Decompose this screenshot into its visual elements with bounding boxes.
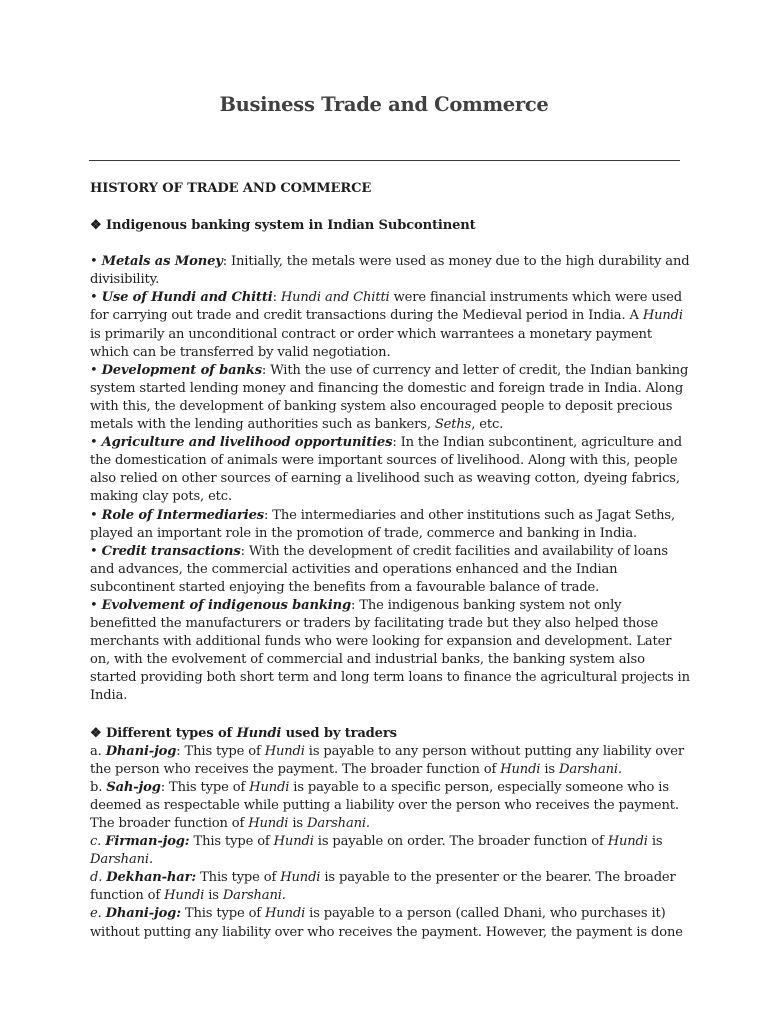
title-divider: [89, 160, 680, 161]
hundi-type-sah-jog: b. Sah-jog: This type of Hundi is payable to a specific person, especially someone who is deemed as respectable while putting a liability over the person who receives the payment. The broader function of Hundi is Darshani.: [90, 779, 679, 831]
hundi-type-dhani-jog-2: e. Dhani-jog: This type of Hundi is payable to a person (called Dhani, who purchases it) without putting any liability over who receives the payment. However, the payment is done: [90, 906, 683, 940]
term-label: Sah-jog: [106, 779, 161, 795]
banking-point-evolvement: • Evolvement of indigenous banking: The indigenous banking system not only benefitted the manufacturers or traders by facilitating trade but they also helped those merchants with additional funds who were looking for expansion and development. Later on, with the evolvement of commercial and industrial banks, the banking system also started providing both short term and long term loans to finance the agricultural projects in India.: [90, 597, 690, 704]
term-label: Agriculture and livelihood opportunities: [101, 435, 393, 451]
term-label: Evolvement of indigenous banking: [101, 597, 351, 613]
term-label: Development of banks: [101, 362, 262, 378]
hundi-type-dhani-jog: a. Dhani-jog: This type of Hundi is payable to any person without putting any liability over the person who receives the payment. The broader function of Hundi is Darshani.: [90, 743, 684, 777]
section-heading: HISTORY OF TRADE AND COMMERCE: [90, 181, 372, 196]
term-label: Metals as Money: [101, 254, 223, 270]
banking-point-intermediaries: • Role of Intermediaries: The intermediaries and other institutions such as Jagat Seths, played an important role in the promotion of trade, commerce and banking in India.: [90, 507, 675, 541]
banking-point-credit-transactions: • Credit transactions: With the development of credit facilities and availability of loans and advances, the commercial activities and operations enhanced and the Indian subcontinent started enjoying the benefits from a favourable balance of trade.: [90, 543, 668, 595]
banking-point-metals-as-money: • Metals as Money: Initially, the metals were used as money due to the high durability and divisibility.: [90, 254, 690, 288]
subheading-hundi-types: ❖ Different types of Hundi used by traders: [90, 725, 397, 741]
hundi-type-dekhan-har: d. Dekhan-har: This type of Hundi is payable to the presenter or the bearer. The broader function of Hundi is Darshani.: [90, 870, 676, 904]
term-label: Dhani-jog: [105, 743, 177, 759]
term-label: Credit transactions: [101, 543, 241, 559]
term-label: Dekhan-har:: [106, 870, 197, 886]
document-title: Business Trade and Commerce: [219, 93, 549, 116]
term-label: Dhani-jog:: [105, 906, 181, 922]
banking-point-hundi-and-chitti: • Use of Hundi and Chitti: Hundi and Chitti were financial instruments which were used for carrying out trade and credit transactions during the Medieval period in India. A Hundi is primarily an unconditional contract or order which warrantees a monetary payment which can be transferred by valid negotiation.: [90, 290, 683, 360]
hundi-type-firman-jog: c. Firman-jog: This type of Hundi is payable on order. The broader function of Hundi is Darshani.: [90, 834, 663, 868]
document-body: [90, 180, 690, 942]
term-label: Role of Intermediaries: [101, 507, 264, 523]
term-label: Firman-jog:: [105, 834, 190, 850]
banking-point-development-of-banks: • Development of banks: With the use of currency and letter of credit, the Indian banking system started lending money and financing the domestic and foreign trade in India. Along with this, the development of banking system also encouraged people to deposit precious metals with the lending authorities such as bankers, Seths, etc.: [90, 362, 689, 433]
banking-point-agriculture: • Agriculture and livelihood opportunities: In the Indian subcontinent, agriculture and the domestication of animals were important sources of livelihood. Along with this, people also relied on other sources of earning a livelihood such as weaving cotton, dyeing fabrics, making clay pots, etc.: [90, 435, 683, 505]
subheading-indigenous-banking: ❖ Indigenous banking system in Indian Subcontinent: [90, 218, 476, 234]
term-label: Use of Hundi and Chitti: [101, 290, 273, 306]
